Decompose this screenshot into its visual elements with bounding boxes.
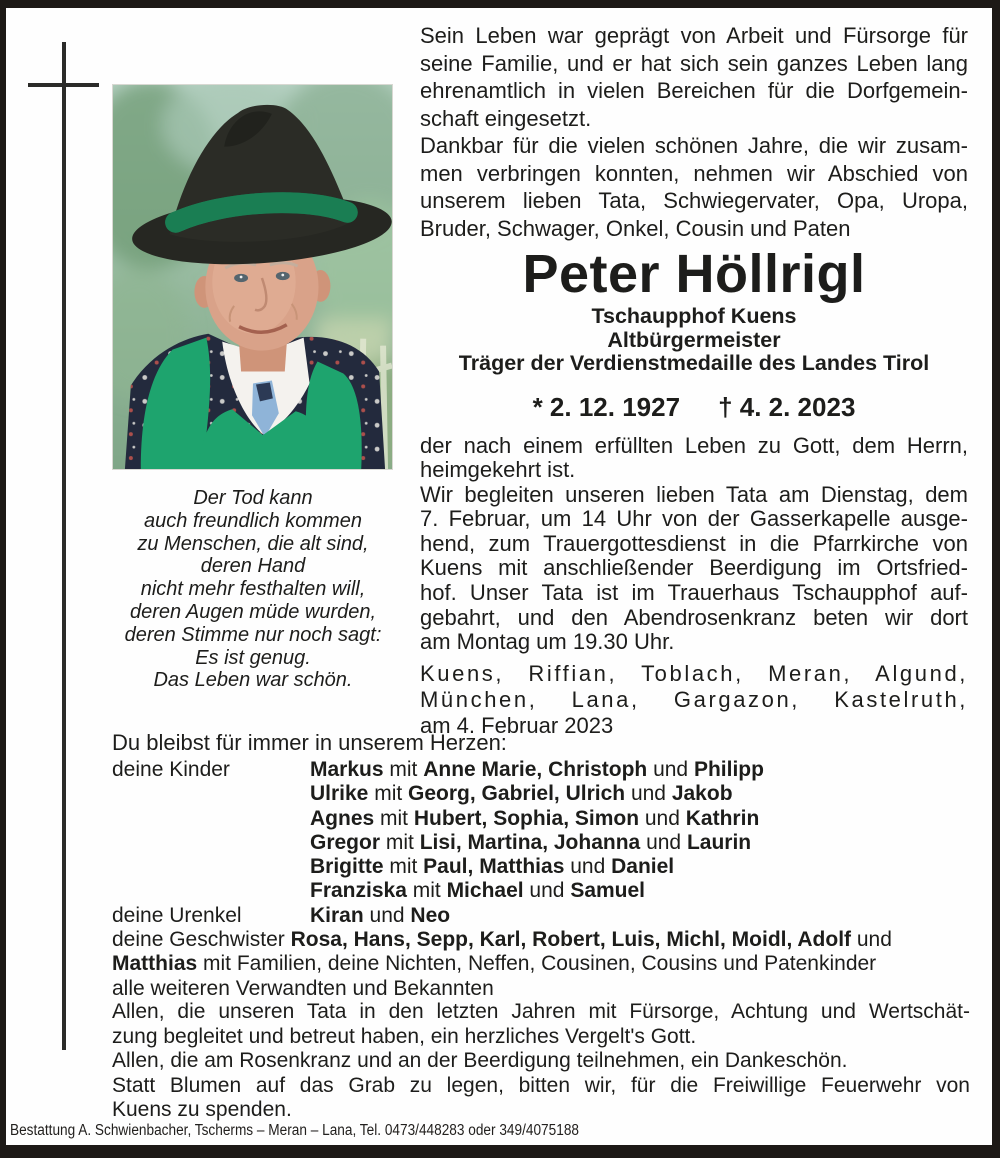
residence: Tschaupphof Kuens — [591, 304, 797, 328]
family-row-urenkel — [112, 904, 970, 928]
cross-vertical-bar — [62, 42, 66, 1050]
life-dates — [420, 393, 968, 421]
intro-paragraph-1: Sein Leben war geprägt von Arbeit und Fürsorge für seine Familie, und er hat sich sein ganzes Leben lang ehrenamtlich in vielen Bereichen für die Dorfgemein- schaft eingesetzt. — [420, 23, 968, 131]
honors-block — [420, 305, 968, 376]
announcement-paragraph-2: Wir begleiten unseren lieben Tata am Dienstag, dem 7. Februar, um 14 Uhr von der Gasserkapelle ausge- hend, zum Trauergottesdienst in die Pfarrkirche von Kuens mit anschließender Beerdigung im Ortsfried- hof. Unser Tata ist im Trauerhaus Tschaupphof auf- gebahrt, und den Abendrosenkranz beten wir dort am Montag um 19.30 Uhr. — [420, 481, 968, 655]
notice-date: am 4. Februar 2023 — [420, 712, 614, 738]
mourning-places — [420, 661, 968, 739]
frame-border-left — [0, 0, 6, 1158]
closing-paragraph-1: Allen, die unseren Tata in den letzten Jahren mit Fürsorge, Achtung und Wertschät- zung begleitet und betreut haben, ein herzliches Vergelt's Gott. — [112, 1000, 970, 1048]
family-siblings: deine Geschwister Rosa, Hans, Sepp, Karl, Robert, Luis, Michl, Moidl, Adolf und Matthias mit Familien, deine Nichten, Neffen, Cousinen, Cousins und Patenkinder alle weiteren Verwandten und Bekannten — [112, 928, 892, 1000]
closing-paragraph-2: Allen, die am Rosenkranz und an der Beerdigung teilnehmen, ein Dankeschön. — [112, 1049, 848, 1073]
closing-paragraph-3: Statt Blumen auf das Grab zu legen, bitten wir, für die Freiwillige Feuerwehr von Kuens zu spenden. — [112, 1073, 970, 1122]
death-date: † 4. 2. 2023 — [718, 391, 856, 422]
frame-border-right — [992, 0, 1000, 1158]
closing-section — [112, 1000, 970, 1123]
intro-paragraph-2: Dankbar für die vielen schönen Jahre, die wir zusam- men verbringen konnten, nehmen wir Abschied von unserem lieben Tata, Schwiegervater, Opa, Uropa, Bruder, Schwager, Onkel, Cousin und Paten — [420, 133, 968, 241]
funeral-home-footer: Bestattung A. Schwienbacher, Tscherms – Meran – Lana, Tel. 0473/448283 oder 349/4075188 — [10, 1122, 580, 1139]
birth-date: * 2. 12. 1927 — [532, 391, 681, 422]
portrait-photo-illustration — [113, 85, 392, 469]
announcement-paragraph-1: der nach einem erfüllten Leben zu Gott, dem Herrn, heimgekehrt ist. — [420, 432, 968, 483]
family-row-kinder — [112, 758, 970, 904]
memorial-poem: Der Tod kann auch freundlich kommen zu Menschen, die alt sind, deren Hand nicht mehr festhalten will, deren Augen müde wurden, deren Stimme nur noch sagt: Es ist genug. Das Leben war schön. — [124, 487, 382, 692]
right-column — [420, 22, 968, 739]
portrait-photo — [112, 84, 393, 470]
mourning-cities: Kuens, Riffian, Toblach, Meran, Algund, München, Lana, Gargazon, Kastelruth, — [420, 660, 968, 712]
title-altbuergermeister: Altbürgermeister — [607, 327, 781, 352]
family-children-names: Markus mit Anne Marie, Christoph und Philipp Ulrike mit Georg, Gabriel, Ulrich und Jakob Agnes mit Hubert, Sophia, Simon und Kathrin Gregor mit Lisi, Martina, Johanna und Laurin Brigitte mit Paul, Matthias und Daniel Franziska mit Michael und Samuel — [310, 758, 764, 903]
frame-border-bottom — [0, 1145, 1000, 1158]
family-label-kinder: deine Kinder — [112, 758, 230, 781]
family-greatgrandchildren-names: Kiran und Neo — [310, 903, 451, 927]
family-section — [112, 730, 970, 1001]
family-label-urenkel: deine Urenkel — [112, 903, 242, 927]
family-heading: Du bleibst für immer in unserem Herzen: — [112, 730, 507, 755]
cross-horizontal-bar — [28, 83, 99, 87]
honor-medal: Träger der Verdienstmedaille des Landes Tirol — [458, 351, 930, 375]
deceased-name: Peter Höllrigl — [522, 244, 866, 304]
frame-border-top — [0, 0, 1000, 8]
